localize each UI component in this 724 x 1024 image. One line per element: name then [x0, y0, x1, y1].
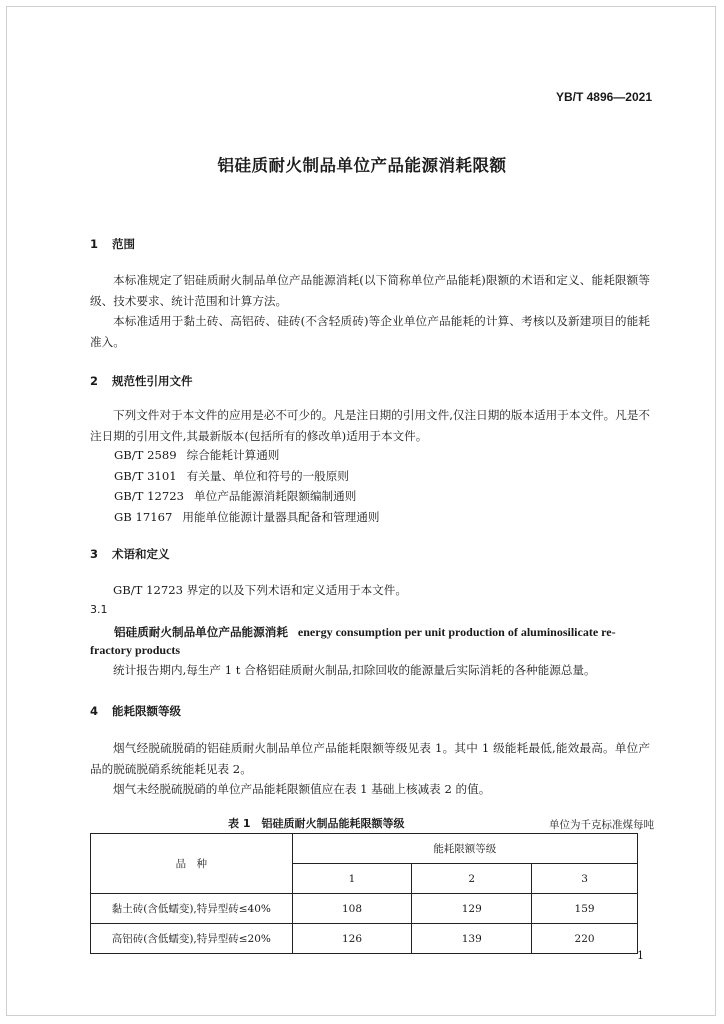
reference-code: GB 17167 [114, 510, 173, 524]
section-number: 2 [90, 374, 99, 388]
table-row [91, 924, 638, 954]
section-title: 范围 [112, 237, 135, 251]
section-number: 1 [90, 237, 99, 251]
table-cell-value: 159 [532, 894, 638, 924]
table-cell-variety: 高铝砖(含低蠕变),特异型砖≤20% [91, 924, 293, 954]
term-english-continued: fractory products [90, 643, 181, 657]
section-1-paragraph-1: 本标准规定了铝硅质耐火制品单位产品能源消耗(以下简称单位产品能耗)限额的术语和定义、能耗限额等级、技术要求、统计范围和计算方法。 [90, 273, 650, 308]
reference-code: GB/T 12723 [114, 489, 184, 503]
reference-code: GB/T 3101 [114, 469, 177, 483]
reference-title: 用能单位能源计量器具配备和管理通则 [182, 510, 380, 524]
section-3-heading [90, 546, 170, 562]
section-2-heading [90, 373, 193, 389]
term-number: 3.1 [90, 603, 108, 616]
standard-code: YB/T 4896—2021 [555, 90, 652, 104]
table-cell-value: 126 [292, 924, 412, 954]
table-header-grade: 2 [412, 864, 532, 894]
section-4-paragraph-1: 烟气经脱硫脱硝的铝硅质耐火制品单位产品能耗限额等级见表 1。其中 1 级能耗最低,能效最高。单位产品的脱硫脱硝系统能耗见表 2。 [90, 741, 650, 776]
section-title: 术语和定义 [112, 547, 170, 561]
section-number: 3 [90, 547, 99, 561]
term-chinese: 铝硅质耐火制品单位产品能源消耗 [114, 625, 288, 639]
reference-item [114, 447, 279, 463]
section-1-heading [90, 236, 135, 252]
reference-title: 综合能耗计算通则 [186, 448, 280, 462]
energy-limit-table [90, 833, 638, 954]
reference-code: GB/T 2589 [114, 448, 177, 462]
table-header-variety: 品 种 [91, 834, 293, 894]
table-cell-variety: 黏土砖(含低蠕变),特异型砖≤40% [91, 894, 293, 924]
reference-item [114, 509, 379, 525]
section-1-paragraph-2: 本标准适用于黏土砖、高铝砖、硅砖(不含轻质砖)等企业单位产品能耗的计算、考核以及新建项目的能耗准入。 [90, 314, 650, 349]
table-cell-value: 139 [412, 924, 532, 954]
table-header-grade-group: 能耗限额等级 [292, 834, 637, 864]
table-unit: 单位为千克标准煤每吨 [549, 819, 654, 831]
reference-title: 有关量、单位和符号的一般原则 [186, 469, 349, 483]
reference-item [114, 468, 349, 484]
section-title: 能耗限额等级 [112, 704, 181, 718]
page-number: 1 [637, 949, 644, 962]
reference-title: 单位产品能源消耗限额编制通则 [194, 489, 357, 503]
table-cell-value: 220 [532, 924, 638, 954]
section-4-paragraph-2: 烟气未经脱硫脱硝的单位产品能耗限额值应在表 1 基础上核减表 2 的值。 [113, 782, 491, 796]
table-header-grade: 1 [292, 864, 412, 894]
table-caption: 表 1 铝硅质耐火制品能耗限额等级 [228, 817, 405, 830]
section-3-paragraph-1: GB/T 12723 界定的以及下列术语和定义适用于本文件。 [113, 583, 407, 597]
table-header-grade: 3 [532, 864, 638, 894]
table-cell-value: 129 [412, 894, 532, 924]
section-4-heading [90, 703, 181, 719]
term-english: energy consumption per unit production of aluminosilicate re- [297, 625, 616, 639]
table-cell-value: 108 [292, 894, 412, 924]
term-entry [114, 622, 654, 642]
table-row [91, 894, 638, 924]
reference-item [114, 488, 356, 504]
term-definition: 统计报告期内,每生产 1 t 合格铝硅质耐火制品,扣除回收的能源量后实际消耗的各种能源总量。 [113, 663, 596, 677]
section-title: 规范性引用文件 [112, 374, 193, 388]
section-2-paragraph-1: 下列文件对于本文件的应用是必不可少的。凡是注日期的引用文件,仅注日期的版本适用于本文件。凡是不注日期的引用文件,其最新版本(包括所有的修改单)适用于本文件。 [90, 408, 651, 443]
document-title: 铝硅质耐火制品单位产品能源消耗限额 [217, 156, 507, 175]
section-number: 4 [90, 704, 99, 718]
